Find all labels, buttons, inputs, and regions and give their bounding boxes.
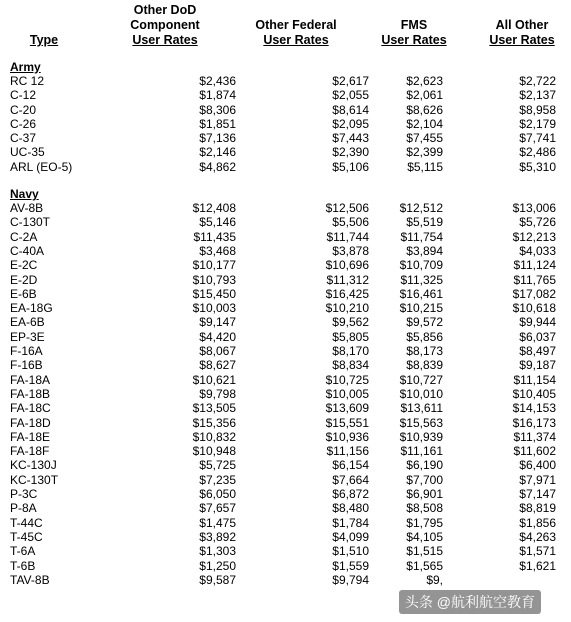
table-row [0,145,571,159]
all-other-rate: $12,213 [512,229,556,244]
all-other-rate: $1,621 [519,558,556,573]
all-other-rate: $4,263 [519,529,556,544]
table-row [0,530,571,544]
fms-rate: $10,939 [399,429,443,444]
other-dod-rate: $8,627 [199,358,236,373]
other-dod-rate: $10,948 [192,444,236,459]
section-title-army: Army [10,60,41,74]
fms-rate: $5,856 [406,329,443,344]
other-federal-rate: $2,055 [332,88,369,103]
aircraft-type: FA-18A [10,372,51,387]
watermark: 头条 @航利航空教育 [399,590,541,614]
aircraft-type: FA-18F [10,444,50,459]
other-federal-rate: $4,099 [332,529,369,544]
all-other-rate: $7,741 [519,131,556,146]
fms-rate: $11,325 [400,272,443,287]
other-dod-rate: $1,475 [199,515,236,530]
all-other-rate: $5,310 [519,159,556,174]
table-row [0,501,571,515]
section-title-navy: Navy [10,187,39,202]
all-other-rate: $11,765 [513,272,556,287]
other-federal-rate: $9,562 [332,315,369,330]
aircraft-type: KC-130J [10,458,57,473]
all-other-rate: $1,571 [519,544,556,559]
all-other-rate: $2,486 [519,145,556,160]
fms-rate: $6,190 [406,458,443,473]
aircraft-type: ARL (EO-5) [10,159,73,174]
all-other-rate: $7,147 [519,487,556,502]
table-row [0,516,571,530]
fms-rate: $11,161 [400,444,443,459]
other-federal-rate: $11,156 [326,444,369,459]
aircraft-type: KC-130T [10,472,59,487]
aircraft-type: RC 12 [10,74,45,88]
header-other-dod-line3: User Rates [132,33,198,47]
other-dod-rate: $1,851 [199,116,236,131]
fms-rate: $11,754 [400,229,443,244]
aircraft-type: C-20 [10,102,37,117]
aircraft-type: EA-6B [10,315,45,330]
table-row [0,330,571,344]
aircraft-type: P-3C [10,487,38,502]
fms-rate: $7,455 [406,131,443,146]
rates-table-body [0,60,571,587]
other-federal-rate: $7,443 [332,131,369,146]
other-federal-rate: $5,506 [332,215,369,230]
table-row [0,74,571,88]
other-federal-rate: $11,312 [326,272,369,287]
all-other-rate: $10,618 [512,301,556,316]
other-federal-rate: $8,170 [332,344,369,359]
other-federal-rate: $1,559 [332,558,369,573]
aircraft-type: T-6B [10,558,36,573]
all-other-rate: $17,082 [512,286,556,301]
table-row [0,131,571,145]
other-dod-rate: $5,146 [199,215,236,230]
other-federal-rate: $7,664 [332,472,369,487]
other-dod-rate: $9,798 [199,386,236,401]
other-dod-rate: $10,832 [192,429,236,444]
aircraft-type: T-6A [10,544,36,559]
other-dod-rate: $9,587 [199,572,236,587]
other-federal-rate: $2,617 [332,74,369,88]
other-federal-rate: $8,614 [332,102,369,117]
other-dod-rate: $2,146 [199,145,236,160]
fms-rate: $1,565 [406,558,443,573]
aircraft-type: F-16B [10,358,43,373]
all-other-rate: $7,971 [519,472,556,487]
table-row [0,273,571,287]
other-dod-rate: $11,435 [193,229,236,244]
aircraft-type: FA-18D [10,415,51,430]
table-row [0,258,571,272]
other-federal-rate: $10,725 [325,372,369,387]
table-row [0,88,571,102]
header-all-other-line2: User Rates [489,33,555,47]
other-federal-rate: $8,480 [332,501,369,516]
other-federal-rate: $12,506 [325,201,369,216]
other-dod-rate: $9,147 [199,315,236,330]
other-dod-rate: $1,874 [199,88,236,103]
table-row [0,416,571,430]
aircraft-type: C-12 [10,88,37,103]
other-federal-rate: $11,744 [326,229,369,244]
header-other-dod-line2: Component [130,18,200,32]
fms-rate: $1,795 [406,515,443,530]
aircraft-type: C-2A [10,229,38,244]
table-row [0,458,571,472]
table-row [0,358,571,372]
aircraft-type: FA-18B [10,386,51,401]
other-dod-rate: $12,408 [192,201,236,216]
aircraft-type: TAV-8B [10,572,50,587]
aircraft-type: EA-18G [10,301,53,316]
fms-rate: $2,623 [406,74,443,88]
all-other-rate: $11,374 [513,429,556,444]
other-dod-rate: $6,050 [199,487,236,502]
header-fms [366,18,462,48]
other-federal-rate: $5,805 [332,329,369,344]
all-other-rate: $6,037 [519,329,556,344]
fms-rate: $5,115 [407,159,443,174]
other-dod-rate: $7,235 [199,472,236,487]
table-row [0,230,571,244]
fms-rate: $3,894 [406,243,443,258]
fms-rate: $15,563 [399,415,443,430]
all-other-rate: $5,726 [519,215,556,230]
all-other-rate: $4,033 [519,243,556,258]
fms-rate: $8,508 [406,501,443,516]
header-fms-line1: FMS [400,18,428,32]
other-dod-rate: $10,177 [192,258,236,273]
other-federal-rate: $1,510 [332,544,369,559]
header-type [0,33,88,48]
table-row [0,373,571,387]
other-dod-rate: $4,420 [199,329,236,344]
all-other-rate: $11,602 [513,444,556,459]
header-type-label: Type [29,33,59,47]
aircraft-type: FA-18E [10,429,51,444]
table-row [0,287,571,301]
other-federal-rate: $15,551 [325,415,369,430]
fms-rate: $12,512 [399,201,443,216]
other-federal-rate: $10,696 [325,258,369,273]
all-other-rate: $2,179 [519,116,556,131]
table-row [0,117,571,131]
fms-rate: $4,105 [406,529,443,544]
other-federal-rate: $1,784 [332,515,369,530]
other-federal-rate: $6,154 [332,458,369,473]
table-row [0,201,571,215]
table-row [0,215,571,229]
fms-rate: $8,839 [406,358,443,373]
other-dod-rate: $1,250 [199,558,236,573]
all-other-rate: $11,124 [513,258,556,273]
aircraft-type: C-37 [10,131,37,146]
fms-rate: $16,461 [399,286,443,301]
all-other-rate: $2,722 [519,74,556,88]
table-row [0,160,571,174]
all-other-rate: $8,958 [519,102,556,117]
table-row [0,301,571,315]
fms-rate: $10,709 [399,258,443,273]
header-other-dod-line1: Other DoD [133,3,197,17]
other-federal-rate: $13,609 [325,401,369,416]
aircraft-type: P-8A [10,501,37,516]
fms-rate: $10,010 [399,386,443,401]
aircraft-type: FA-18C [10,401,51,416]
section-gap [0,174,571,187]
other-dod-rate: $3,468 [199,243,236,258]
other-dod-rate: $7,136 [199,131,236,146]
other-dod-rate: $7,657 [199,501,236,516]
header-fms-line2: User Rates [381,33,447,47]
header-other-federal-line2: User Rates [263,33,329,47]
fms-rate: $1,515 [406,544,443,559]
other-dod-rate: $10,003 [192,301,236,316]
other-dod-rate: $10,621 [192,372,236,387]
other-dod-rate: $2,436 [199,74,236,88]
other-dod-rate: $3,892 [199,529,236,544]
all-other-rate: $11,154 [513,372,556,387]
all-other-rate: $6,400 [519,458,556,473]
table-header [0,0,571,48]
other-federal-rate: $10,210 [325,301,369,316]
fms-rate: $2,061 [406,88,443,103]
fms-rate: $2,399 [406,145,443,160]
all-other-rate: $8,497 [519,344,556,359]
aircraft-type: AV-8B [10,201,44,216]
all-other-rate: $10,405 [512,386,556,401]
all-other-rate: $13,006 [512,201,556,216]
table-row [0,444,571,458]
other-dod-rate: $15,450 [192,286,236,301]
table-row [0,473,571,487]
header-other-federal-line1: Other Federal [255,18,337,32]
fms-rate: $8,173 [406,344,443,359]
all-other-rate: $14,153 [512,401,556,416]
aircraft-type: T-45C [10,529,43,544]
other-federal-rate: $3,878 [332,243,369,258]
other-dod-rate: $8,306 [199,102,236,117]
table-row [0,244,571,258]
table-row [0,103,571,117]
fms-rate: $8,626 [406,102,443,117]
header-other-federal [236,18,356,48]
all-other-rate: $1,856 [519,515,556,530]
other-federal-rate: $16,425 [325,286,369,301]
aircraft-type: E-2D [10,272,38,287]
header-all-other-line1: All Other [495,18,549,32]
fms-rate: $2,104 [406,116,443,131]
other-dod-rate: $4,862 [199,159,236,174]
aircraft-type: C-130T [10,215,51,230]
fms-rate: $7,700 [406,472,443,487]
other-federal-rate: $10,936 [325,429,369,444]
other-federal-rate: $9,794 [332,572,369,587]
aircraft-type: E-2C [10,258,38,273]
all-other-rate: $9,187 [519,358,556,373]
table-row [0,344,571,358]
other-federal-rate: $5,106 [332,159,369,174]
aircraft-type: T-44C [10,515,43,530]
fms-rate: $10,215 [399,301,443,316]
aircraft-type: UC-35 [10,145,45,160]
table-row [0,430,571,444]
all-other-rate: $2,137 [519,88,556,103]
fms-rate: $10,727 [399,372,443,387]
header-other-dod [100,3,230,48]
table-row [0,573,571,587]
table-row [0,315,571,329]
other-federal-rate: $2,095 [332,116,369,131]
aircraft-type: F-16A [10,344,43,359]
other-federal-rate: $2,390 [332,145,369,160]
aircraft-type: C-40A [10,243,45,258]
table-row [0,544,571,558]
table-row [0,401,571,415]
aircraft-type: E-6B [10,286,37,301]
other-dod-rate: $8,067 [199,344,236,359]
table-row [0,559,571,573]
other-dod-rate: $5,725 [199,458,236,473]
fms-rate: $13,611 [400,401,443,416]
table-row [0,387,571,401]
other-dod-rate: $1,303 [199,544,236,559]
other-federal-rate: $8,834 [332,358,369,373]
other-dod-rate: $13,505 [192,401,236,416]
fms-rate: $9, [426,572,443,587]
fms-rate: $5,519 [406,215,443,230]
fms-rate: $6,901 [406,487,443,502]
aircraft-type: EP-3E [10,329,45,344]
header-all-other [472,18,571,48]
all-other-rate: $9,944 [519,315,556,330]
other-federal-rate: $10,005 [325,386,369,401]
table-row [0,487,571,501]
all-other-rate: $16,173 [512,415,556,430]
aircraft-type: C-26 [10,116,37,131]
all-other-rate: $8,819 [519,501,556,516]
other-federal-rate: $6,872 [332,487,369,502]
other-dod-rate: $15,356 [192,415,236,430]
other-dod-rate: $10,793 [192,272,236,287]
fms-rate: $9,572 [406,315,443,330]
